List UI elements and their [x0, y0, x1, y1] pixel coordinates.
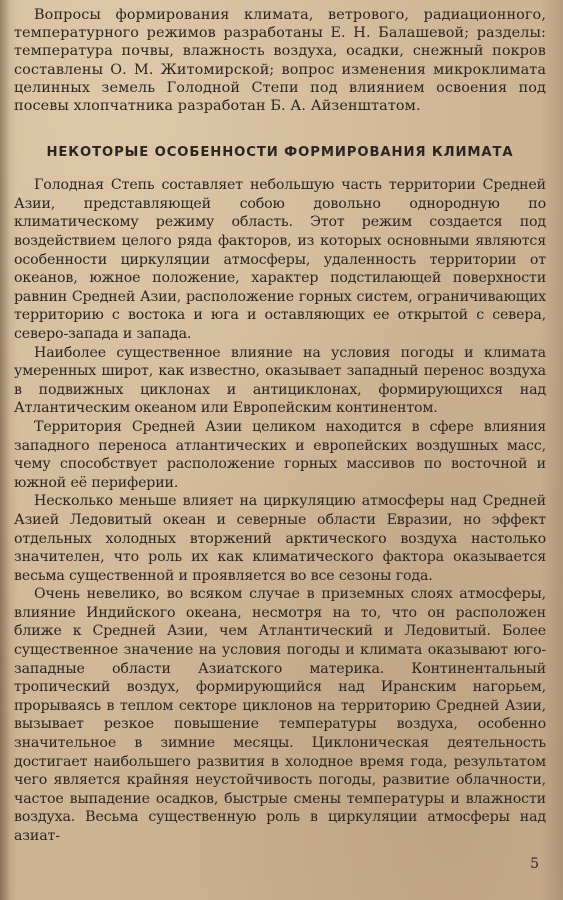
book-page [14, 6, 546, 894]
paragraph: Голодная Степь составляет небольшую часть территории Средней Азии, представляющей собою довольно однородную по климатическому режиму область. Этот режим создается под воздействием целого ряда факторов, из которых основными являются особенности циркуляции атмосферы, удаленность территории от океанов, южное положение, характер подстилающей поверхности равнин Средней Азии, расположение горных систем, ограничивающих территорию с востока и юга и оставляющих ее открытой с севера, северо-запада и запада. [14, 177, 546, 342]
paragraph: Территория Средней Азии целиком находится в сфере влияния западного переноса атлантических и европейских воздушных масс, чему способствует расположение горных массивов по восточной и южной её периферии. [14, 418, 546, 491]
paragraph: Наиболее существенное влияние на условия погоды и климата умеренных широт, как известно, оказывает западный перенос воздуха в подвижных циклонах и антициклонах, формирующихся над Атлантическим океаном или Европейским континентом. [14, 344, 546, 417]
page-number: 5 [530, 856, 539, 872]
paragraph: Очень невелико, во всяком случае в приземных слоях атмосферы, влияние Индийского океана, несмотря на то, что он расположен ближе к Средней Азии, чем Атлантический и Ледовитый. Более существенное значение на условия погоды и климата оказывают юго-западные области Азиатского материка. Континентальный тропический воздух, формирующийся над Иранским нагорьем, прорываясь в теплом секторе циклонов на территорию Средней Азии, вызывает резкое повышение температуры воздуха, особенно значительное в зимние месяцы. Циклоническая деятельность достигает наибольшего развития в холодное время года, результатом чего является крайняя неустойчивость погоды, развитие облачности, частое выпадение осадков, быстрые смены температуры и влажности воздуха. Весьма существенную роль в циркуляции атмосферы над азиат- [14, 586, 546, 844]
intro-paragraph: Вопросы формирования климата, ветрового, радиационного, температурного режимов разработаны Е. Н. Балашевой; разделы: температура почвы, влажность воздуха, осадки, снежный покров составлены О. М. Житомирской; вопрос изменения микроклимата целинных земель Голодной Степи под влиянием освоения под посевы хлопчатника разработан Б. А. Айзенштатом. [14, 7, 546, 115]
page-fold-shadow [0, 0, 10, 900]
paragraph: Несколько меньше влияет на циркуляцию атмосферы над Средней Азией Ледовитый океан и северные области Евразии, но эффект отдельных холодных вторжений арктического воздуха настолько значителен, что роль их как климатического фактора оказывается весьма существенной и проявляется во все сезоны года. [14, 493, 546, 584]
section-heading: НЕКОТОРЫЕ ОСОБЕННОСТИ ФОРМИРОВАНИЯ КЛИМАТА [46, 145, 514, 161]
